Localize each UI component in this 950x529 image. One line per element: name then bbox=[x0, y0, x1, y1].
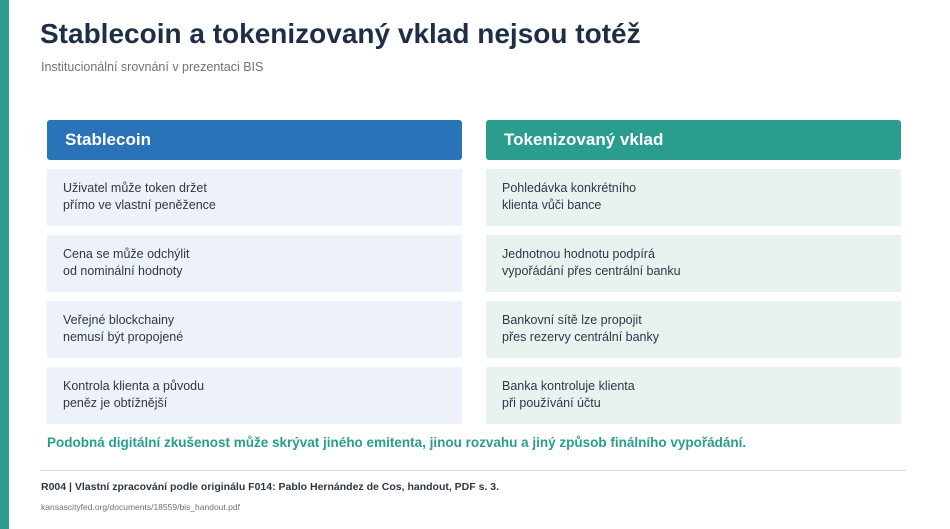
cell-line: Jednotnou hodnotu podpírá bbox=[502, 247, 655, 261]
footer-divider bbox=[40, 470, 906, 471]
source-url: kansascityfed.org/documents/18559/bis_handout.pdf bbox=[41, 502, 240, 512]
cell-line: Cena se může odchýlit bbox=[63, 247, 190, 261]
cell-line: klienta vůči bance bbox=[502, 198, 602, 212]
cell-line: Veřejné blockchainy bbox=[63, 313, 175, 327]
slide-subtitle: Institucionální srovnání v prezentaci BIS bbox=[41, 60, 264, 74]
cell-line: vypořádání přes centrální banku bbox=[502, 264, 681, 278]
cell-line: peněz je obtížnější bbox=[63, 396, 168, 410]
cell-line: Pohledávka konkrétního bbox=[502, 181, 637, 195]
tokenized-deposit-cell bbox=[486, 301, 901, 358]
tokenized-deposit-cell bbox=[486, 235, 901, 292]
stablecoin-cell bbox=[47, 169, 462, 226]
stablecoin-cell bbox=[47, 301, 462, 358]
tokenized-deposit-cell bbox=[486, 169, 901, 226]
tokenized-deposit-cell bbox=[486, 367, 901, 424]
cell-line: přes rezervy centrální banky bbox=[502, 330, 660, 344]
cell-line: Kontrola klienta a původu bbox=[63, 379, 205, 393]
slide-title: Stablecoin a tokenizovaný vklad nejsou totéž bbox=[40, 18, 641, 49]
cell-line: přímo ve vlastní peněžence bbox=[63, 198, 216, 212]
stablecoin-header: Stablecoin bbox=[47, 120, 462, 160]
source-note: R004 | Vlastní zpracování podle originálu F014: Pablo Hernández de Cos, handout, PDF s. 3. bbox=[41, 481, 500, 493]
cell-line: nemusí být propojené bbox=[63, 330, 184, 344]
stablecoin-cell bbox=[47, 235, 462, 292]
stablecoin-column bbox=[47, 120, 462, 424]
accent-bar bbox=[0, 0, 9, 529]
tokenized-deposit-header: Tokenizovaný vklad bbox=[486, 120, 901, 160]
stablecoin-cell bbox=[47, 367, 462, 424]
cell-line: Uživatel může token držet bbox=[63, 181, 207, 195]
tokenized-deposit-column bbox=[486, 120, 901, 424]
cell-line: Bankovní sítě lze propojit bbox=[502, 313, 642, 327]
conclusion-text: Podobná digitální zkušenost může skrývat jiného emitenta, jinou rozvahu a jiný způsob finálního vypořádání. bbox=[47, 435, 747, 450]
cell-line: při používání účtu bbox=[502, 396, 601, 410]
cell-line: od nominální hodnoty bbox=[63, 264, 183, 278]
cell-line: Banka kontroluje klienta bbox=[502, 379, 635, 393]
